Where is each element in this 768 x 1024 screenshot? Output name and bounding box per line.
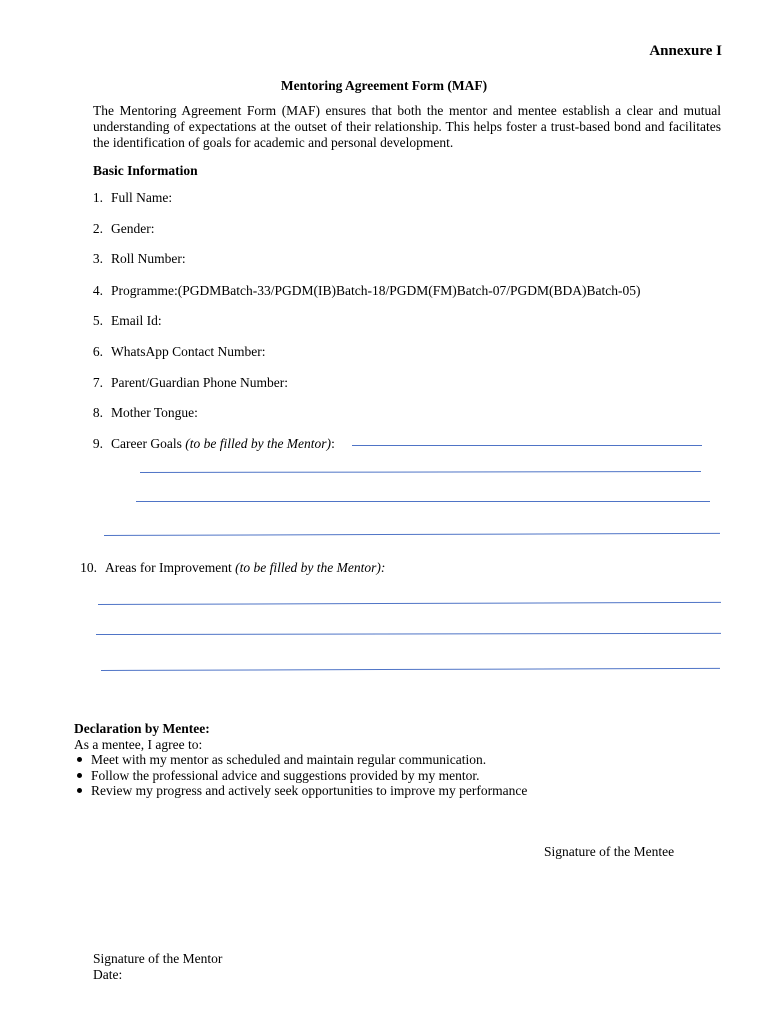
field-number: 8. (92, 405, 103, 420)
basic-info-heading: Basic Information (93, 163, 198, 178)
career-goals-line-1[interactable] (352, 445, 702, 446)
field-suffix: : (331, 436, 335, 451)
field-label: Mother Tongue: (111, 405, 198, 420)
field-number: 5. (92, 313, 103, 328)
bullet-icon (77, 788, 82, 793)
field-guardian-phone (83, 375, 288, 391)
declaration-intro: As a mentee, I agree to: (74, 737, 203, 752)
field-number: 1. (92, 190, 103, 205)
form-title: Mentoring Agreement Form (MAF) (280, 78, 488, 93)
declaration-heading: Declaration by Mentee: (74, 721, 210, 736)
field-label: Email Id: (111, 313, 162, 328)
declaration-list (74, 752, 527, 799)
list-item: Follow the professional advice and suggestions provided by my mentor. (74, 768, 527, 784)
field-label: Career Goals (111, 436, 186, 451)
field-label: Parent/Guardian Phone Number: (111, 375, 288, 390)
field-number: 10. (80, 560, 97, 575)
field-whatsapp (83, 344, 265, 360)
field-note: (to be filled by the Mentor): (235, 560, 386, 575)
field-mother-tongue (83, 405, 198, 421)
field-note: (to be filled by the Mentor) (185, 436, 332, 451)
intro-paragraph: The Mentoring Agreement Form (MAF) ensures that both the mentor and mentee establish a clear and mutual understanding of expectations at the outset of their relationship. This helps foster a trust-based bond and facilitates the identification of goals for academic and personal development. (93, 103, 721, 150)
field-number: 6. (92, 344, 103, 359)
career-goals-line-3[interactable] (136, 501, 710, 502)
annexure-label: Annexure I (649, 43, 722, 59)
field-label: Areas for Improvement (105, 560, 236, 575)
field-label: Programme:(PGDMBatch-33/PGDM(IB)Batch-18/PGDM(FM)Batch-07/PGDM(BDA)Batch-05) (111, 283, 641, 298)
bullet-icon (77, 757, 82, 762)
improvement-line-1[interactable] (98, 602, 721, 605)
field-gender (83, 221, 154, 237)
field-areas-for-improvement (77, 560, 385, 576)
field-number: 7. (92, 375, 103, 390)
field-number: 3. (92, 251, 103, 266)
mentor-signature-label: Signature of the Mentor (93, 951, 223, 966)
field-email (83, 313, 162, 329)
field-label: Roll Number: (111, 251, 186, 266)
field-number: 2. (92, 221, 103, 236)
field-career-goals (83, 436, 335, 452)
list-item: Review my progress and actively seek opportunities to improve my performance (74, 783, 527, 799)
improvement-line-2[interactable] (96, 633, 721, 635)
field-label: Gender: (111, 221, 155, 236)
field-label: Full Name: (111, 190, 173, 205)
field-roll-number (83, 251, 186, 267)
list-item: Meet with my mentor as scheduled and maintain regular communication. (74, 752, 527, 768)
improvement-line-3[interactable] (101, 668, 720, 671)
date-label: Date: (93, 967, 123, 982)
field-number: 9. (92, 436, 103, 451)
bullet-icon (77, 773, 82, 778)
mentee-signature-label: Signature of the Mentee (544, 844, 675, 859)
field-programme (83, 283, 640, 299)
field-number: 4. (92, 283, 103, 298)
career-goals-line-2[interactable] (140, 471, 701, 473)
field-label: WhatsApp Contact Number: (111, 344, 266, 359)
field-full-name (83, 190, 172, 206)
career-goals-line-4[interactable] (104, 533, 720, 536)
